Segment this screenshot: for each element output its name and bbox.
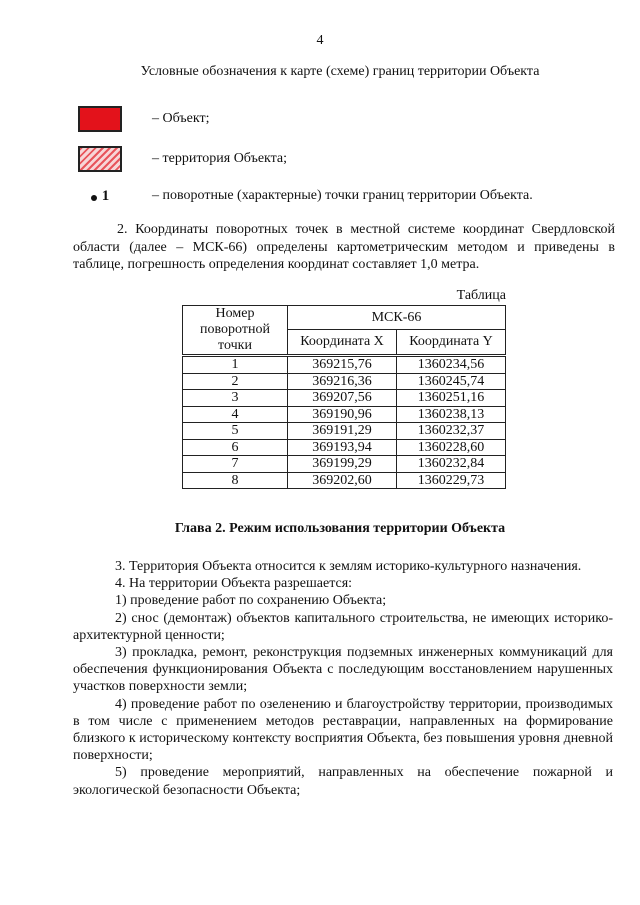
turning-point-marker xyxy=(78,183,122,209)
legend-item-label: – Объект; xyxy=(152,111,210,126)
cell-point-number: 4 xyxy=(183,406,288,423)
cell-coord-y: 1360232,84 xyxy=(397,456,506,473)
table-row xyxy=(183,373,506,390)
header-msk66: МСК-66 xyxy=(288,306,506,330)
header-coord-y: Координата Y xyxy=(397,330,506,356)
cell-point-number: 8 xyxy=(183,472,288,489)
cell-coord-x: 369216,36 xyxy=(288,373,397,390)
territory-hatch-swatch xyxy=(78,146,122,172)
legend-item-points xyxy=(78,181,533,211)
intro-paragraph xyxy=(73,221,615,274)
cell-coord-x: 369215,76 xyxy=(288,356,397,374)
cell-coord-y: 1360229,73 xyxy=(397,472,506,489)
table-row xyxy=(183,439,506,456)
cell-coord-x: 369199,29 xyxy=(288,456,397,473)
paragraph: 3) прокладка, ремонт, реконструкция подземных инженерных коммуникаций для обеспечения функционирования Объекта с последующим восстановлением нарушенных участков поверхности земли; xyxy=(73,645,613,695)
cell-point-number: 1 xyxy=(183,356,288,374)
legend-title: Условные обозначения к карте (схеме) границ территории Объекта xyxy=(140,64,540,79)
table-row xyxy=(183,423,506,440)
paragraph: 4) проведение работ по озеленению и благоустройству территории, производимых в том числе с применением методов реставрации, направленных на формирование близкого к историческому контексту восприятия Объекта, без повышения уровня дневной поверхности; xyxy=(73,696,613,764)
chapter-title: Глава 2. Режим использования территории Объекта xyxy=(174,521,506,536)
point-dot-icon xyxy=(91,195,97,201)
paragraph: 3. Территория Объекта относится к землям историко-культурного назначения. xyxy=(115,559,582,574)
paragraph: 1) проведение работ по сохранению Объекта; xyxy=(115,593,387,609)
cell-coord-y: 1360238,13 xyxy=(397,406,506,423)
object-red-swatch xyxy=(78,106,122,132)
cell-point-number: 3 xyxy=(183,390,288,407)
cell-point-number: 5 xyxy=(183,423,288,440)
table-caption: Таблица xyxy=(456,288,506,303)
cell-coord-x: 369207,56 xyxy=(288,390,397,407)
point-marker-number: 1 xyxy=(101,187,110,204)
cell-coord-y: 1360251,16 xyxy=(397,390,506,407)
table-row xyxy=(183,472,506,489)
cell-coord-x: 369190,96 xyxy=(288,406,397,423)
cell-coord-y: 1360234,56 xyxy=(397,356,506,374)
cell-coord-x: 369191,29 xyxy=(288,423,397,440)
paragraph: 2) снос (демонтаж) объектов капитального строительства, не имеющих историко-архитектурной ценности; xyxy=(73,610,613,643)
paragraph: 5) проведение мероприятий, направленных на обеспечение пожарной и экологической безопасности Объекта; xyxy=(73,765,613,798)
legend-item-label: – территория Объекта; xyxy=(152,151,288,166)
cell-coord-y: 1360228,60 xyxy=(397,439,506,456)
table-row xyxy=(183,406,506,423)
page-number: 4 xyxy=(316,33,324,48)
paragraph-text: 2. Координаты поворотных точек в местной системе координат Свердловской области (далее – МСК-66) определены картометрическим методом и приведены в таблице, погрешность определения координат составляет 1,0 метра. xyxy=(73,222,615,272)
cell-point-number: 7 xyxy=(183,456,288,473)
table-row xyxy=(183,390,506,407)
table-row xyxy=(183,456,506,473)
cell-coord-y: 1360232,37 xyxy=(397,423,506,440)
cell-point-number: 2 xyxy=(183,373,288,390)
cell-coord-y: 1360245,74 xyxy=(397,373,506,390)
body-text xyxy=(73,558,613,799)
legend-item-object xyxy=(78,104,209,134)
table-row xyxy=(183,356,506,374)
coordinates-table xyxy=(182,305,506,489)
paragraph: 4. На территории Объекта разрешается: xyxy=(115,576,353,592)
cell-coord-x: 369202,60 xyxy=(288,472,397,489)
legend-item-territory xyxy=(78,144,287,174)
header-coord-x: Координата X xyxy=(288,330,397,356)
legend-item-label: – поворотные (характерные) точки границ территории Объекта. xyxy=(152,188,533,203)
cell-coord-x: 369193,94 xyxy=(288,439,397,456)
cell-point-number: 6 xyxy=(183,439,288,456)
header-point-number: Номер поворотной точки xyxy=(183,306,288,356)
